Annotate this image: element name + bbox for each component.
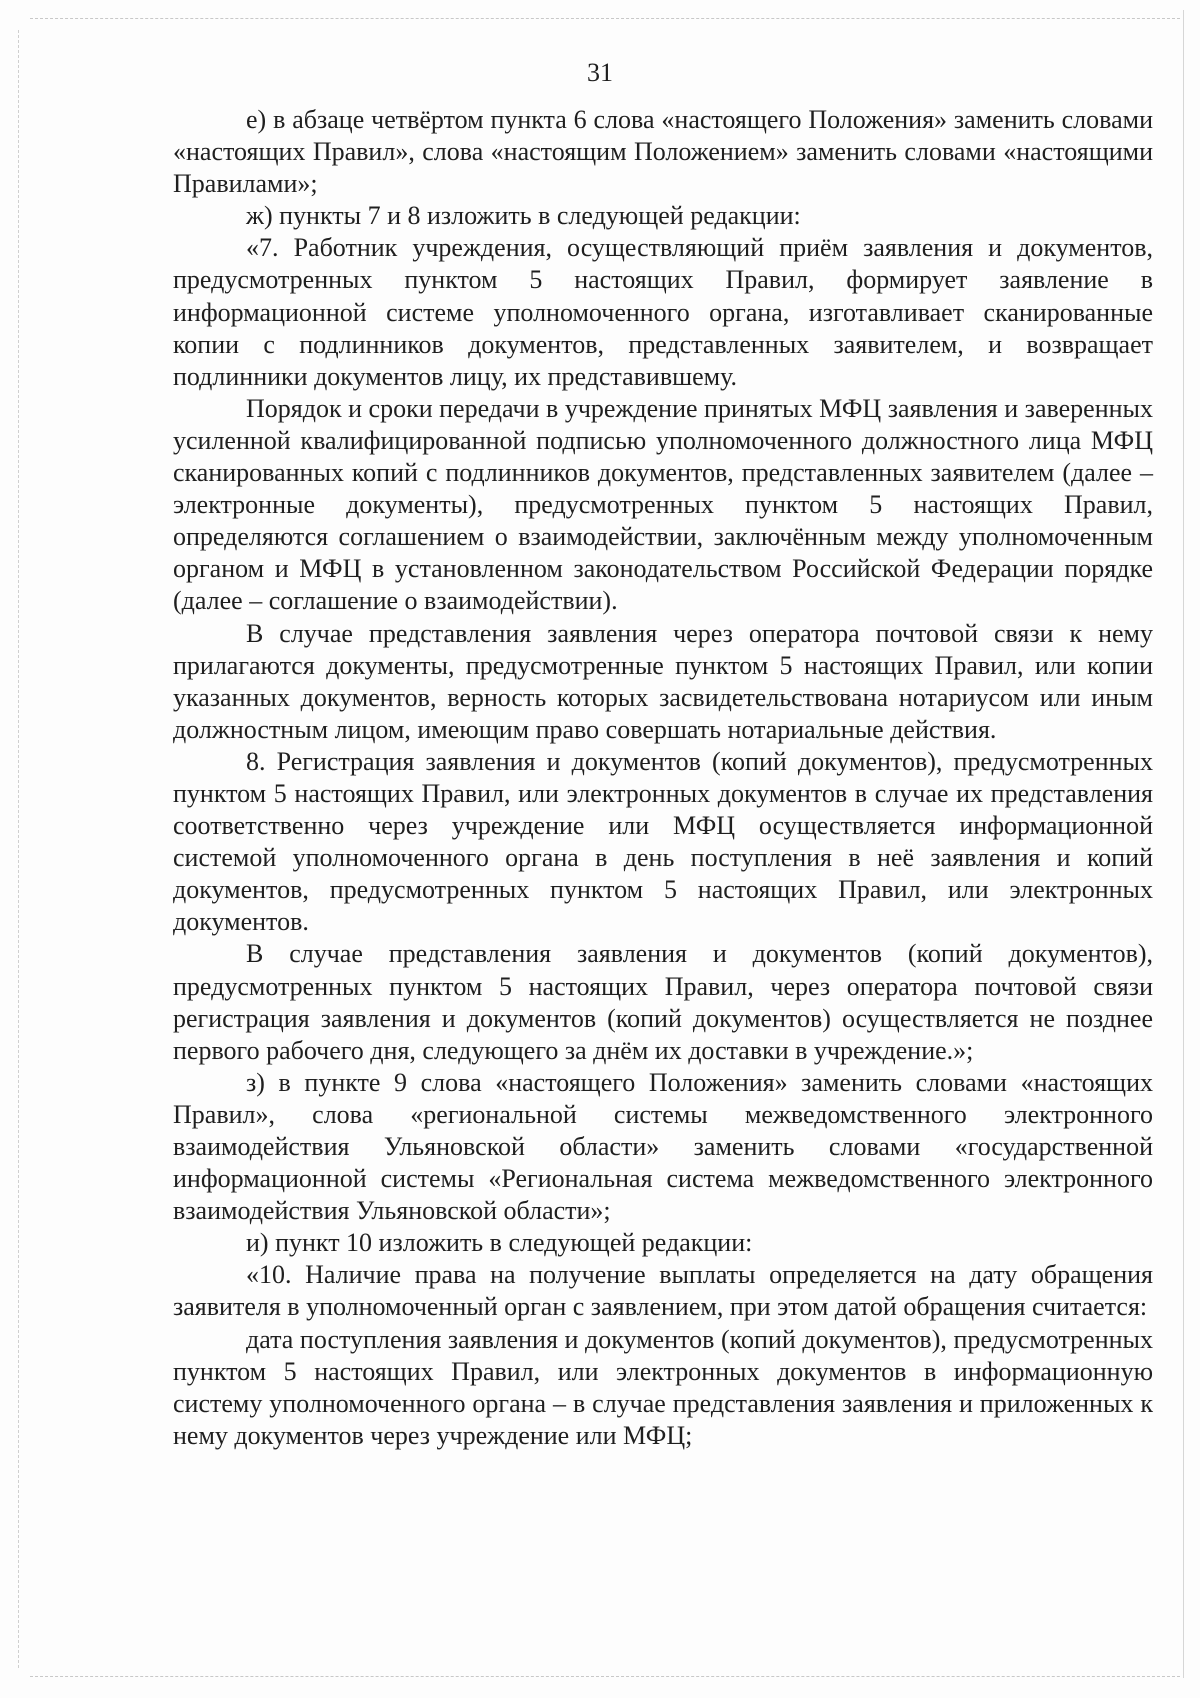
paragraph-item-10: «10. Наличие права на получение выплаты определяется на дату обращения заявителя в уполномоченный орган с заявлением, при этом датой обращения считается: bbox=[173, 1260, 1153, 1322]
paragraph-e: е) в абзаце четвёртом пункта 6 слова «настоящего Положения» заменить словами «настоящих Правил», слова «настоящим Положением» заменить словами «настоящими Правилами»; bbox=[173, 105, 1153, 199]
scan-edge-top bbox=[30, 18, 1180, 19]
paragraph-postal-registration: В случае представления заявления и документов (копий документов), предусмотренных пунктом 5 настоящих Правил, через оператора почтовой связи регистрация заявления и документов (копий документов) осуществляется не позднее первого рабочего дня, следующего за днём их доставки в учреждение.»; bbox=[173, 939, 1153, 1065]
scan-edge-left bbox=[18, 30, 19, 1668]
paragraph-zh: ж) пункты 7 и 8 изложить в следующей редакции: bbox=[246, 201, 801, 231]
paragraph-receipt-date: дата поступления заявления и документов (копий документов), предусмотренных пунктом 5 настоящих Правил, или электронных документов в информационную систему уполномоченного органа – в случае представления заявления и приложенных к нему документов через учреждение или МФЦ; bbox=[173, 1324, 1153, 1450]
paragraph-z: з) в пункте 9 слова «настоящего Положения» заменить словами «настоящих Правил», слова «региональной системы межведомственного электронного взаимодействия Ульяновской области» заменить словами «государственной информационной системы «Региональная система межведомственного электронного взаимодействия Ульяновской области»; bbox=[173, 1067, 1153, 1226]
scan-edge-bottom bbox=[30, 1676, 1180, 1677]
paragraph-item-8: 8. Регистрация заявления и документов (копий документов), предусмотренных пунктом 5 настоящих Правил, или электронных документов в случае их представления соответственно через учреждение или МФЦ осуществляется информационной системой уполномоченного органа в день поступления в неё заявления и копий документов, предусмотренных пунктом 5 настоящих Правил, или электронных документов. bbox=[173, 746, 1153, 937]
document-body bbox=[173, 104, 1153, 1452]
paragraph-transfer-procedure: Порядок и сроки передачи в учреждение принятых МФЦ заявления и заверенных усиленной квалифицированной подписью уполномоченного должностного лица МФЦ сканированных копий с подлинников документов, представленных заявителем (далее – электронные документы), предусмотренных пунктом 5 настоящих Правил, определяются соглашением о взаимодействии, заключённым между уполномоченным органом и МФЦ в установленном законодательством Российской Федерации порядке (далее – соглашение о взаимодействии). bbox=[173, 393, 1153, 616]
page-number: 31 bbox=[587, 58, 613, 87]
paragraph-postal-submission: В случае представления заявления через оператора почтовой связи к нему прилагаются документы, предусмотренные пунктом 5 настоящих Правил, или копии указанных документов, верность которых засвидетельствована нотариусом или иным должностным лицом, имеющим право совершать нотариальные действия. bbox=[173, 618, 1153, 744]
paragraph-i: и) пункт 10 изложить в следующей редакции: bbox=[246, 1228, 753, 1258]
scan-edge-right bbox=[1183, 10, 1184, 1678]
paragraph-item-7: «7. Работник учреждения, осуществляющий приём заявления и документов, предусмотренных пунктом 5 настоящих Правил, формирует заявление в информационной системе уполномоченного органа, изготавливает сканированные копии с подлинников документов, представленных заявителем, и возвращает подлинники документов лицу, их представившему. bbox=[173, 233, 1153, 391]
